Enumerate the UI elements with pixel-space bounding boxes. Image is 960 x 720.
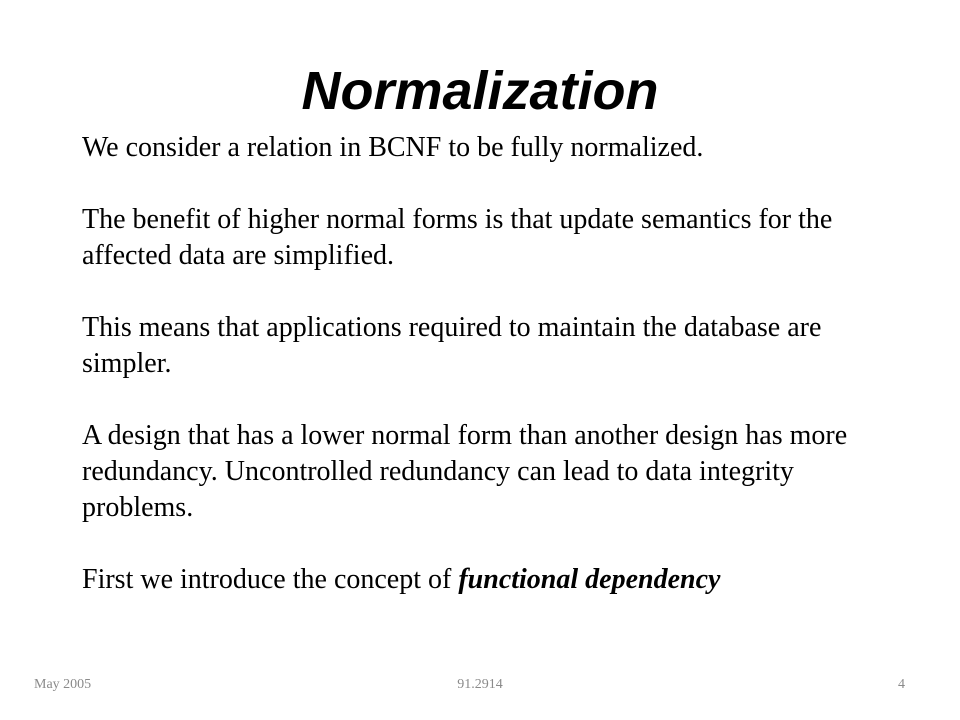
body-paragraph: We consider a relation in BCNF to be fully normalized. [82,132,704,163]
body-paragraph: This means that applications required to maintain the database are simpler. [82,312,822,379]
slide-body [82,130,892,598]
footer-date: May 2005 [34,677,92,692]
footer-course-code: 91.2914 [457,677,503,692]
final-paragraph-text: First we introduce the concept of [82,564,459,595]
body-paragraph: The benefit of higher normal forms is that update semantics for the affected data are simplified. [82,204,833,271]
body-paragraph-final [82,562,892,598]
slide-title: Normalization [301,61,659,121]
footer-page-number: 4 [898,677,905,692]
emphasized-term: functional dependency [458,564,721,595]
body-paragraph: A design that has a lower normal form than another design has more redundancy. Uncontrolled redundancy can lead to data integrity problems. [82,420,848,523]
